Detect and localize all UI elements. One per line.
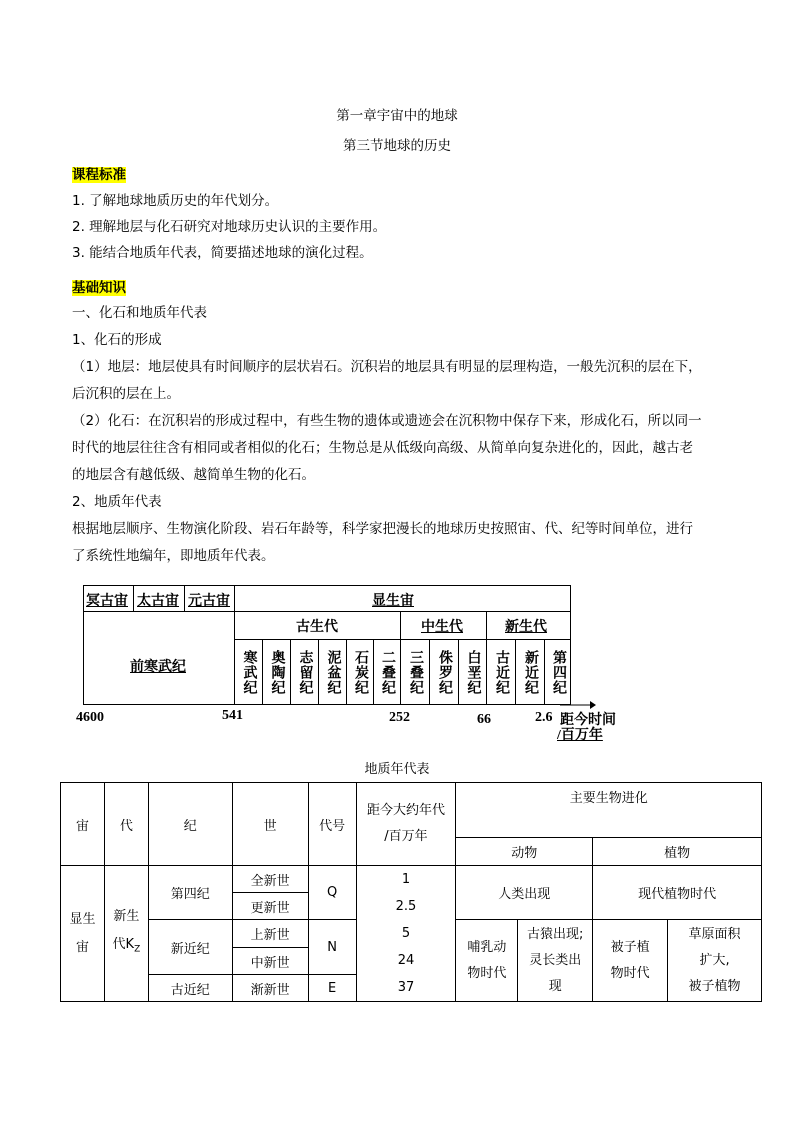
grassland-expand: 草原面积 扩大, 被子植物 — [668, 920, 762, 1002]
paragraph-line: （2）化石：在沉积岩的形成过程中，有些生物的遗体或遗迹会在沉积物中保存下来，形成化石，所以同一 — [72, 413, 702, 429]
divider — [184, 585, 185, 611]
section-heading: 一、化石和地质年代表 — [72, 305, 207, 321]
standards-label: 课程标准 — [72, 167, 126, 183]
epoch-oligocene: 渐新世 — [232, 975, 308, 1002]
basics-label: 基础知识 — [72, 280, 126, 296]
header-eon: 宙 — [61, 783, 105, 866]
header-code: 代号 — [308, 783, 356, 866]
header-epoch: 世 — [232, 783, 308, 866]
axis-label: 距今时间 — [560, 713, 616, 728]
period-triassic: 三叠纪 — [400, 640, 429, 704]
era-cenozoic: 新生代 — [505, 620, 547, 635]
period-quaternary: 第四纪 — [148, 866, 232, 920]
ape-appear: 古猿出现; 灵长类出 现 — [518, 920, 593, 1002]
standard-item: 1. 了解地球地质历史的年代划分。 — [72, 193, 279, 209]
era-mesozoic: 中生代 — [421, 620, 463, 635]
standard-item: 3. 能结合地质年代表，简要描述地球的演化过程。 — [72, 245, 373, 261]
tick-label: 541 — [222, 708, 243, 723]
header-plants: 植物 — [593, 838, 762, 866]
code-n: N — [308, 920, 356, 975]
period-carboniferous: 石炭纪 — [346, 640, 373, 704]
epoch-miocene: 中新世 — [232, 948, 308, 975]
mammal-age: 哺乳动 物时代 — [456, 920, 518, 1002]
eon-hadean: 冥古宙 — [86, 594, 128, 609]
divider — [83, 611, 571, 612]
era-paleozoic: 古生代 — [296, 620, 338, 635]
age-cell: 1 2.5 5 24 37 — [356, 866, 456, 1002]
period-paleogene: 古近纪 — [148, 975, 232, 1002]
eon-archean: 太古宙 — [137, 594, 179, 609]
eon-proterozoic: 元古宙 — [188, 594, 230, 609]
period-devonian: 泥盆纪 — [318, 640, 346, 704]
paragraph-line: 的地层含有越低级、越简单生物的化石。 — [72, 467, 315, 483]
epoch-pliocene: 上新世 — [232, 920, 308, 948]
divider — [133, 585, 134, 611]
modern-plants: 现代植物时代 — [593, 866, 762, 920]
chapter-title: 第一章宇宙中的地球 — [336, 108, 458, 124]
header-era: 代 — [104, 783, 148, 866]
tick-label: 252 — [389, 710, 410, 725]
epoch-pleistocene: 更新世 — [232, 893, 308, 920]
period-cambrian: 寒武纪 — [234, 640, 262, 704]
standard-item: 2. 理解地层与化石研究对地球历史认识的主要作用。 — [72, 219, 387, 235]
period-silurian: 志留纪 — [290, 640, 318, 704]
section-title: 第三节地球的历史 — [343, 138, 451, 154]
paragraph-line: （1）地层：地层使具有时间顺序的层状岩石。沉积岩的地层具有明显的层理构造，一般先沉积的层在下， — [72, 359, 702, 375]
sub-heading: 1、化石的形成 — [72, 332, 162, 348]
sub-heading: 2、地质年代表 — [72, 494, 162, 510]
human-appear: 人类出现 — [456, 866, 593, 920]
precambrian-label: 前寒武纪 — [130, 660, 186, 675]
tick-label: 4600 — [76, 710, 104, 725]
paragraph-line: 根据地层顺序、生物演化阶段、岩石年龄等，科学家把漫长的地球历史按照宙、代、纪等时间单位，进行 — [72, 521, 693, 537]
epoch-holocene: 全新世 — [232, 866, 308, 893]
period-cretaceous: 白垩纪 — [458, 640, 486, 704]
code-q: Q — [308, 866, 356, 920]
angiosperm-age: 被子植 物时代 — [593, 920, 668, 1002]
header-age: 距今大约年代 /百万年 — [356, 783, 456, 866]
eon-phanerozoic: 显生宙 — [372, 594, 414, 609]
code-e: E — [308, 975, 356, 1002]
eon-cell: 显生 宙 — [61, 866, 105, 1002]
period-neogene: 新近纪 — [515, 640, 544, 704]
paragraph-line: 了系统性地编年，即地质年代表。 — [72, 548, 275, 564]
paragraph-line: 后沉积的层在上。 — [72, 386, 180, 402]
header-period: 纪 — [148, 783, 232, 866]
header-evolution: 主要生物进化 — [456, 783, 762, 838]
tick-label: 66 — [477, 712, 491, 727]
period-paleogene: 古近纪 — [486, 640, 515, 704]
period-neogene: 新近纪 — [148, 920, 232, 975]
tick-label: 2.6 — [535, 710, 553, 725]
period-quaternary: 第四纪 — [544, 640, 571, 704]
period-ordovician: 奥陶纪 — [262, 640, 290, 704]
geologic-time-table — [60, 782, 762, 1002]
axis-unit: /百万年 — [557, 728, 603, 743]
era-cell: 新生 代$K_Z$ — [104, 866, 148, 1002]
table-caption: 地质年代表 — [364, 762, 430, 777]
header-animals: 动物 — [456, 838, 593, 866]
paragraph-line: 时代的地层往往含有相同或者相似的化石；生物总是从低级向高级、从简单向复杂进化的，因此，越古老 — [72, 440, 693, 456]
period-permian: 二叠纪 — [373, 640, 400, 704]
period-jurassic: 侏罗纪 — [429, 640, 458, 704]
